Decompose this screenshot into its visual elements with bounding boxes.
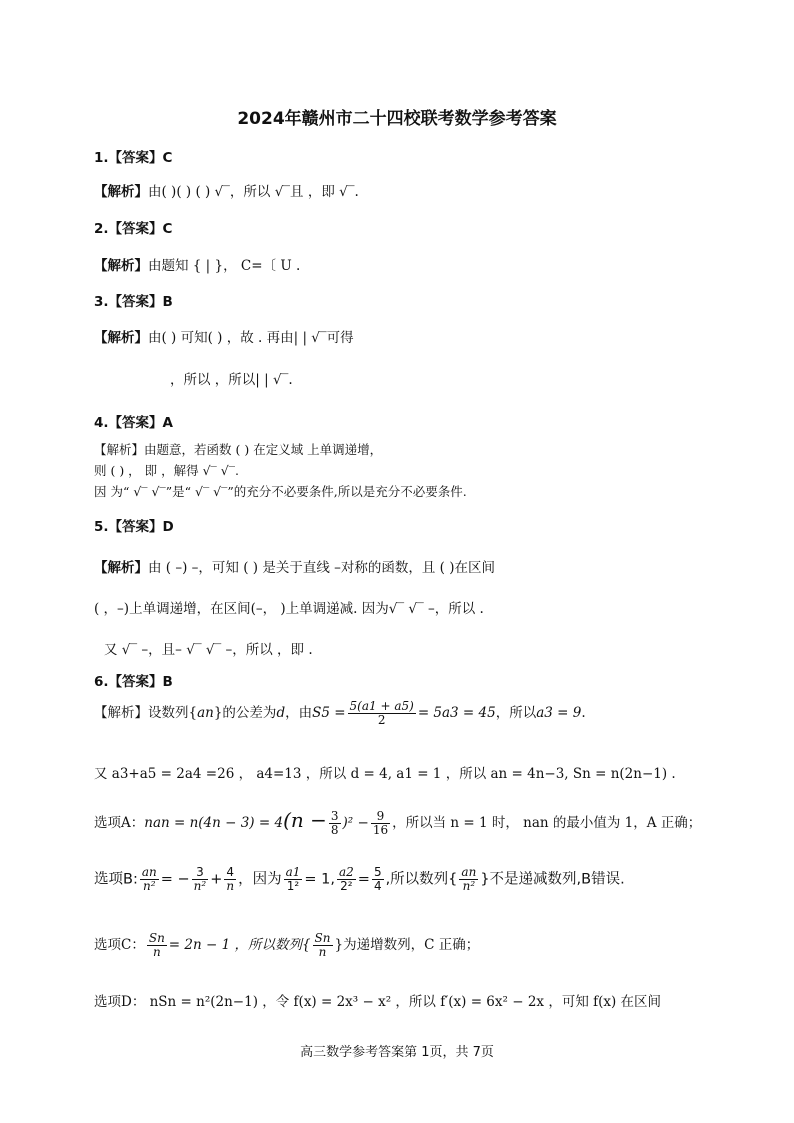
frac-num: 9 [371,810,390,824]
q5-analysis-text: 由 ( –) –，可知 ( ) 是关于直线 –对称的函数，且 ( )在区间 [148,560,495,576]
frac-den: n² [143,879,156,893]
q1-analysis [94,180,359,200]
q6-l1i: a3 = 9 [536,705,582,721]
q6-l4e: = 1, [304,871,335,888]
frac-den: 2 [377,713,386,727]
q3-analysis-text: 由( ) 可知( ) ，故 . 再由| | √‾可得 [148,330,354,346]
q2-analysis [94,254,300,274]
q6-l1d: d [276,705,286,721]
page-footer: 高三数学参考答案第 1页，共 7页 [300,1045,494,1060]
q3-answer: 3.【答案】B [94,294,173,310]
frac-den: 8 [330,823,339,837]
q2-analysis-text: 由题知 { | }， C=〔 U . [148,258,301,274]
q5-analysis-line3: 又 √‾ –，且– √‾ √‾ –，所以 ，即 . [104,642,313,658]
analysis-label: 【解析】 [94,258,148,274]
frac-sn2 [313,932,333,959]
q6-l1h: ，所以 [495,705,537,721]
q6-line4 [94,866,625,893]
q6-l5b: = 2n − 1 ，所以数列{ [168,937,311,953]
q6-l3e: ，所以当 n = 1 时， nan 的最小值为 1，A 正确； [392,815,702,831]
q5-analysis-line2: ( ，–)上单调递增，在区间(–， )上单调递减. 因为√‾ √‾ –，所以 . [94,601,484,617]
q6-l5a: 选项C： [94,937,145,953]
q6-l4d: ，因为 [238,871,282,888]
q6-l4a: 选项B: [94,871,138,888]
q6-l3d: )² − [342,815,369,831]
q6-l4c: + [210,871,223,888]
q6-l4h: }不是递减数列,B错误. [480,871,625,888]
frac-den: n² [193,879,207,893]
q6-l4b: = − [160,871,190,888]
frac-den: n [226,879,235,893]
q6-line3 [94,808,701,837]
frac-4 [284,866,303,893]
frac-den: n² [462,879,476,893]
frac-num: an [461,865,477,879]
q1-analysis-text: 由( )( ) ( ) √‾，所以 √‾且 ，即 √‾. [148,184,359,200]
frac-2 [192,866,209,893]
q6-l1c: }的公差为 [213,705,277,721]
q5-answer: 5.【答案】D [94,519,174,535]
frac-num: Sn [314,931,331,945]
frac-den: 4 [373,879,382,893]
frac-den: n [318,945,327,959]
q4-answer: 4.【答案】A [94,415,173,431]
frac-5 [337,866,356,893]
q6-answer: 6.【答案】B [94,674,173,690]
q6-line2: 又 a3+a5 = 2a4 =26 ， a4=13 ，所以 d = 4, a1 = 1 ，所以 an = 4n−3, Sn = n(2n−1) . [94,766,676,782]
q4-analysis [94,440,382,458]
frac-num: 5 [373,865,382,879]
q6-line6: 选项D： nSn = n²(2n−1) ，令 f(x) = 2x³ − x² ，所以 f′(x) = 6x² − 2x ，可知 f(x) 在区间 [94,994,662,1010]
q4-analysis-text: 由题意，若函数 ( ) 在定义域 上单调递增， [144,442,383,457]
frac-den: n [152,945,161,959]
q6-l3a: 选项A： [94,815,145,831]
q6-line5 [94,932,479,959]
frac-6 [372,866,384,893]
q6-l5c: }为递增数列，C 正确； [334,937,480,953]
q6-l3b: nan = n(4n − 3) = 4 [144,815,284,831]
q6-l4f: = [357,871,370,888]
q6-l1-frac [348,700,416,727]
q6-l1g: = 5a3 = 45 [417,705,496,721]
q6-l3-frac [329,810,341,837]
q6-l4g: ,所以数列{ [385,871,458,888]
frac-den: 1² [286,879,300,893]
frac-7 [459,866,478,893]
q6-l1f: S5 = [312,705,346,721]
q5-analysis [94,556,495,576]
analysis-label: 【解析】 [94,184,148,200]
frac-num: a2 [338,865,354,879]
q1-answer: 1.【答案】C [94,150,173,166]
q6-l1b: an [197,705,214,721]
frac-den: 16 [372,823,389,837]
q4-analysis-line3: 因 为“ √‾ √‾”是“ √‾ √‾”的充分不必要条件,所以是充分不必要条件. [94,484,467,499]
frac-num: Sn [148,931,165,945]
analysis-label: 【解析】 [94,442,145,457]
frac-3 [224,866,236,893]
frac-num: 5(a1 + a5) [349,699,414,713]
analysis-label: 【解析】 [94,705,148,721]
frac-num: 4 [224,866,236,880]
q6-l1e: ，由 [285,705,313,721]
q6-l1a: 设数列{ [148,705,198,721]
frac-1 [140,866,159,893]
q6-l3c: (n − [283,808,327,832]
frac-num: 3 [192,866,209,880]
page-title: 2024年赣州市二十四校联考数学参考答案 [237,109,557,129]
q3-analysis-line2: ，所以 ，所以| | √‾. [170,372,293,388]
q6-l3-frac2 [371,810,390,837]
frac-den: 2² [340,879,353,893]
q4-analysis-line2: 则 ( ) ， 即 ，解得 √‾ √‾. [94,463,239,478]
analysis-label: 【解析】 [94,560,148,576]
frac-num: an [141,865,157,879]
q2-answer: 2.【答案】C [94,221,173,237]
frac-num: 3 [330,809,339,823]
q3-analysis [94,326,354,346]
frac-sn [147,932,167,959]
frac-num: a1 [285,865,301,879]
analysis-label: 【解析】 [94,330,148,346]
q6-line1: 【解析】设数列{an}的公差为d，由S5 = $\frac{5(a1 + a5)}{2}$ = 5a3 = 45，所以a3 = 9. [94,699,586,727]
